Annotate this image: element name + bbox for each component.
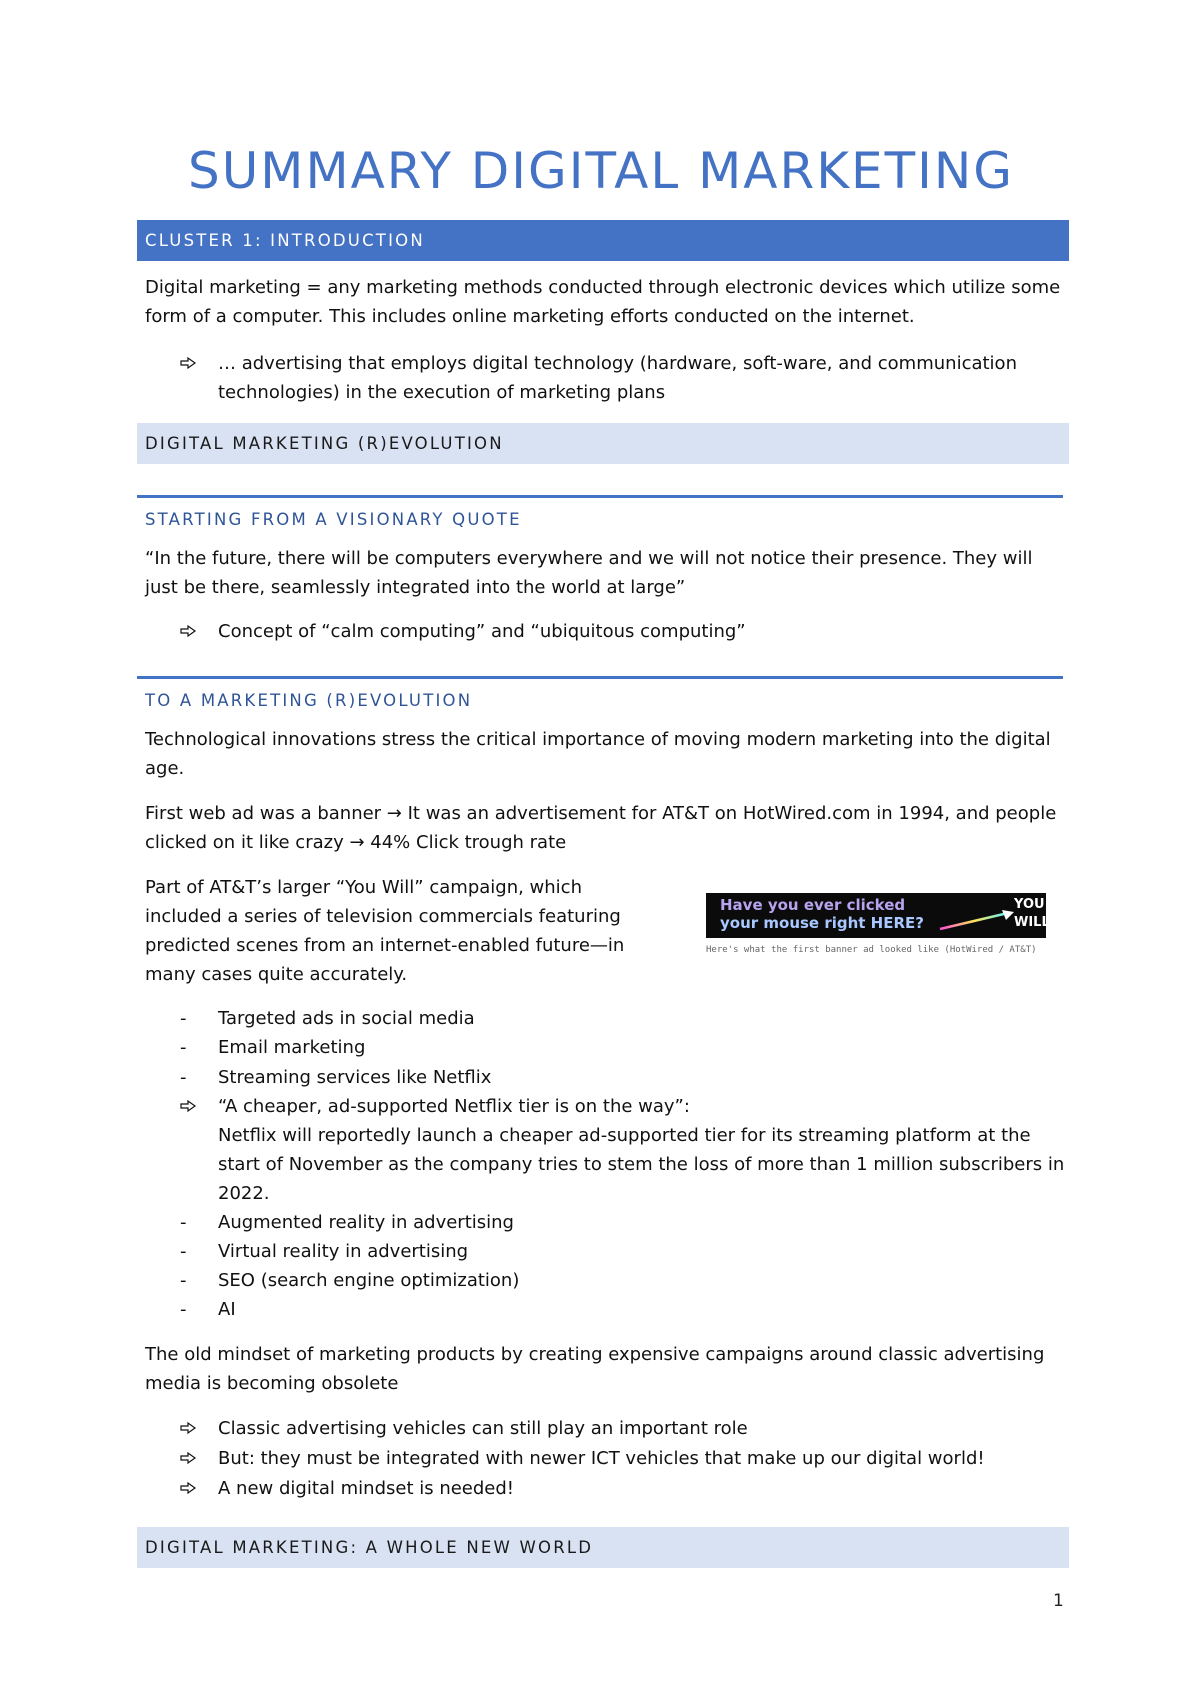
visionary-heading: STARTING FROM A VISIONARY QUOTE: [137, 495, 1063, 529]
list-item: [145, 1266, 1065, 1295]
logo-line-2: WILL: [1014, 915, 1050, 930]
first-banner-text-b: It was an advertisement for AT&T on HotWired.com in 1994, and people clicked on it like crazy: [145, 803, 1057, 853]
list-item: [145, 1092, 1065, 1208]
list-item-text: SEO (search engine optimization): [218, 1270, 520, 1291]
arrow-item-text: Classic advertising vehicles can still play an important role: [218, 1418, 748, 1439]
list-item-text: Email marketing: [218, 1037, 366, 1058]
list-item-text: “A cheaper, ad-supported Netflix tier is on the way”:: [218, 1096, 690, 1117]
arrow-item-text: A new digital mindset is needed!: [218, 1478, 515, 1499]
visionary-arrow-text: Concept of “calm computing” and “ubiquitous computing”: [218, 621, 746, 642]
innovation-paragraph: Technological innovations stress the critical importance of moving modern marketing into the digital age.: [145, 729, 1051, 779]
banner-caption: Here's what the first banner ad looked like (HotWired / AT&T): [706, 945, 1037, 955]
cluster-heading: CLUSTER 1: INTRODUCTION: [137, 220, 1069, 261]
banner-figure: [706, 893, 1050, 956]
arrow-bullet-icon: [180, 1092, 210, 1121]
intro-arrow-item: [145, 349, 1065, 407]
document-title: SUMMARY DIGITAL MARKETING: [187, 142, 1015, 200]
intro-arrow-text: … advertising that employs digital technology (hardware, soft-ware, and communication technologies) in the execution of marketing plans: [218, 353, 1017, 403]
banner-arrow-icon: [938, 907, 1016, 933]
list-item: [145, 1295, 1065, 1324]
netflix-detail-text: Netflix will reportedly launch a cheaper ad-supported tier for its streaming platform at the start of November as the company tries to stem the loss of more than 1 million subscribers in 2022.: [218, 1125, 1065, 1204]
arrow-bullet-icon: [180, 1414, 210, 1443]
dash-bullet: -: [180, 1037, 187, 1058]
marketing-revolution-heading: TO A MARKETING (R)EVOLUTION: [137, 676, 1063, 710]
right-arrow-icon: →: [349, 832, 365, 853]
dash-bullet: -: [180, 1270, 187, 1291]
arrow-item: [145, 1444, 1065, 1473]
list-item-text: Streaming services like Netflix: [218, 1067, 492, 1088]
section-new-world-heading: DIGITAL MARKETING: A WHOLE NEW WORLD: [137, 1527, 1069, 1568]
list-item-text: AI: [218, 1299, 236, 1320]
arrow-bullet-icon: [180, 1474, 210, 1503]
dash-bullet: -: [180, 1241, 187, 1262]
dash-bullet: -: [180, 1299, 187, 1320]
you-will-paragraph: Part of AT&T’s larger “You Will” campaign, which included a series of television commercials featuring predicted scenes from an internet-enabled future—in many cases quite accurately.: [145, 877, 625, 985]
first-banner-text-c: 44% Click trough rate: [364, 832, 567, 853]
intro-paragraph: Digital marketing = any marketing methods conducted through electronic devices which utilize some form of a computer. This includes online marketing efforts conducted on the internet.: [145, 277, 1061, 327]
dash-bullet: -: [180, 1067, 187, 1088]
visionary-arrow-item: [145, 617, 1065, 646]
list-item-text: Targeted ads in social media: [218, 1008, 475, 1029]
first-banner-text-a: First web ad was a banner: [145, 803, 387, 824]
dash-bullet: -: [180, 1008, 187, 1029]
list-item: [145, 1237, 1065, 1266]
banner-line-1: Have you ever clicked: [720, 896, 906, 914]
old-mindset-paragraph: The old mindset of marketing products by creating expensive campaigns around classic advertising media is becoming obsolete: [145, 1344, 1045, 1394]
arrow-item: [145, 1474, 1065, 1503]
banner-line-2: your mouse right HERE?: [720, 914, 924, 932]
list-item-text: Augmented reality in advertising: [218, 1212, 514, 1233]
you-will-logo: [1014, 896, 1050, 932]
section-revolution-heading: DIGITAL MARKETING (R)EVOLUTION: [137, 423, 1069, 464]
list-item: [145, 1063, 1065, 1092]
right-arrow-icon: →: [386, 803, 402, 824]
arrow-bullet-icon: [180, 617, 210, 646]
list-item: [145, 1004, 1065, 1033]
visionary-quote: “In the future, there will be computers everywhere and we will not notice their presence. They will just be there, seamlessly integrated into the world at large”: [145, 548, 1033, 598]
list-item-text: Virtual reality in advertising: [218, 1241, 469, 1262]
arrow-bullet-icon: [180, 1444, 210, 1473]
arrow-item: [145, 1414, 1065, 1443]
dash-bullet: -: [180, 1212, 187, 1233]
list-item: [145, 1033, 1065, 1062]
page-number: 1: [1053, 1591, 1064, 1611]
list-item: [145, 1208, 1065, 1237]
logo-line-1: YOU: [1014, 897, 1045, 912]
arrow-bullet-icon: [180, 349, 210, 378]
first-banner-paragraph: [145, 799, 1065, 857]
att-banner-image: [706, 893, 1050, 938]
arrow-item-text: But: they must be integrated with newer ICT vehicles that make up our digital world!: [218, 1448, 985, 1469]
